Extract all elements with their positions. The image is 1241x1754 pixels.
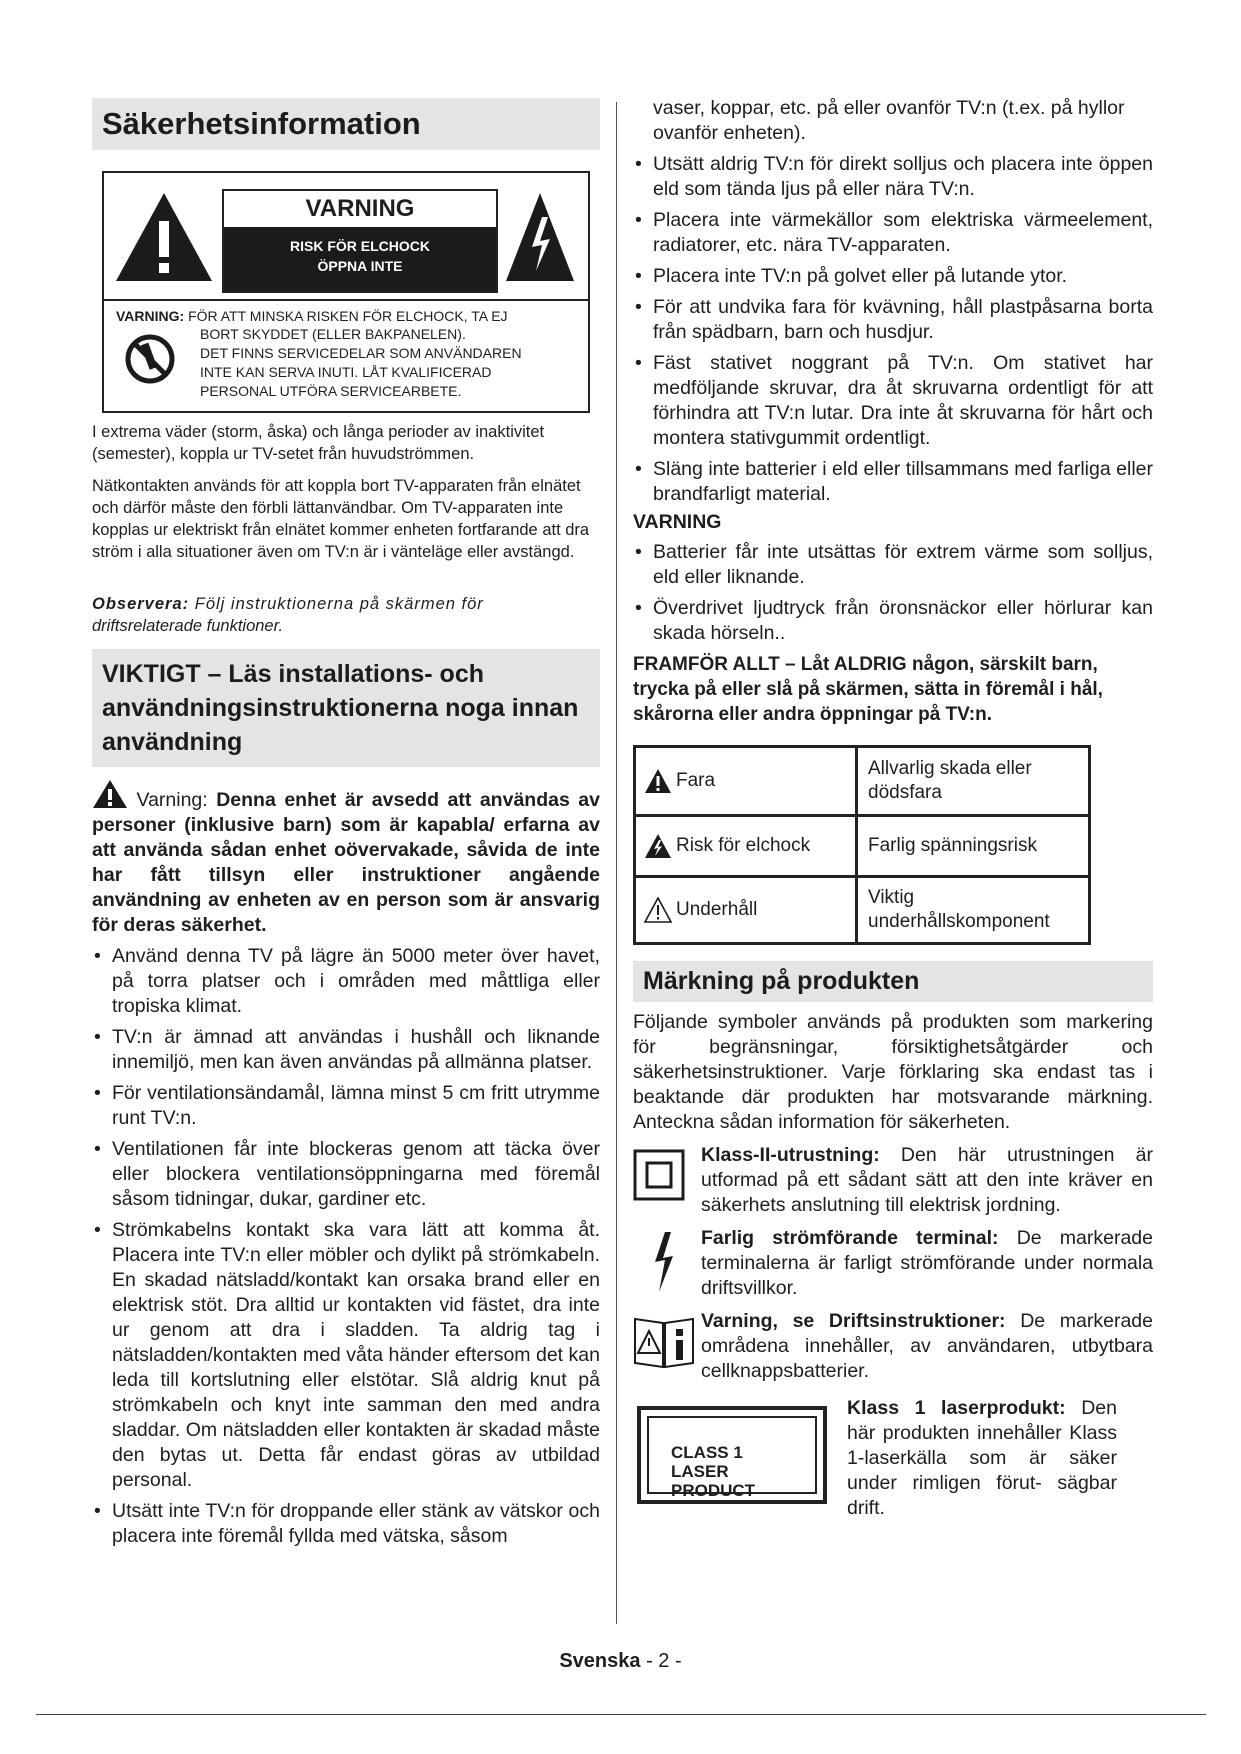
warning-sub1: RISK FÖR ELCHOCK [290, 238, 430, 254]
laser-product [633, 1396, 1153, 1519]
exclamation-triangle-icon [114, 191, 214, 283]
section-title-important: VIKTIGT – Läs installations- och användningsinstruktionerna noga innan användning [92, 649, 600, 767]
column-divider [616, 102, 617, 1624]
page-number: - 2 - [646, 1650, 682, 1672]
warning-line3: DET FINNS SERVICEDELAR SOM ANVÄNDAREN [200, 345, 522, 361]
maintenance-icon [644, 897, 672, 923]
section-title-marking: Märkning på produkten [633, 961, 1153, 1002]
list-item: • Placera inte värmekällor som elektriska värmeelement, radiatorer, etc. nära TV-apparaten. [633, 208, 1153, 258]
framfor-notice: FRAMFÖR ALLT – Låt ALDRIG någon, särskilt barn, trycka på eller slå på skärmen, sätta in föremål i hål, skårorna eller andra öppningar på TV:n. [633, 654, 1103, 725]
list-item: • Strömkabelns kontakt ska vara lätt att komma åt. Placera inte TV:n eller möbler och dylikt på strömkabeln. En skadad nätsladd/kontakt kan orsaka brand eller en elektrisk stöt. Dra alltid ur kontakten vid fästet, dra inte ur genom att dra i sladden. Ta aldrig tag i nätsladden/kontakten med våta händer eftersom det kan leda till kortslutning eller elstötar. Slå aldrig knut på strömkabeln och knyt inte samman den med andra sladdar. Om nätsladden eller kontakten är skadad måste den bytas ut. Detta får endast göras av utbildad personal. [92, 1218, 600, 1493]
hazard-label: Underhåll [676, 899, 758, 920]
symbol-desc: De markerade terminalerna är farligt strömförande under normala driftsvillkor. [701, 1227, 1153, 1299]
list-item: • För ventilationsändamål, lämna minst 5 cm fritt utrymme runt TV:n. [92, 1081, 600, 1131]
laser-line1: CLASS 1 [671, 1443, 743, 1462]
footer-language: Svenska [559, 1650, 641, 1672]
section-title-safety: Säkerhetsinformation [92, 98, 600, 150]
list-item: • Överdrivet ljudtryck från öronsnäckor eller hörlurar kan skada hörseln.. [633, 596, 1153, 646]
warning-panel-heading: VARNING [305, 195, 415, 222]
list-item: • Placera inte TV:n på golvet eller på lutande ytor. [633, 264, 1153, 289]
para-weather: I extrema väder (storm, åska) och långa perioder av inaktivitet (semester), koppla ur TV-setet från huvudströmmen. [92, 423, 545, 463]
warning-box-text [116, 308, 508, 324]
warning-line5: PERSONAL UTFÖRA SERVICEARBETE. [200, 383, 462, 399]
para-plug: Nätkontakten används för att koppla bort TV-apparaten från elnätet och därför måste den förbli lättanvändbar. Om TV-apparaten inte kopplas ur elektriskt från elnätet kommer enheten fortfarande att dra ström i alla situationer även om TV:n är i vänteläge eller avstängd. [92, 477, 590, 561]
hazard-label-cell [635, 816, 857, 877]
laser-title: Klass 1 laserprodukt: [847, 1397, 1066, 1419]
hazard-label-cell [635, 747, 857, 816]
right-column [633, 96, 1153, 1519]
varning-bullet-list [633, 540, 1153, 646]
danger-icon [644, 768, 672, 794]
hazard-desc-cell: Viktig underhållskomponent [857, 877, 1090, 944]
laser-line2: LASER PRODUCT [671, 1462, 756, 1500]
warning-text: Denna enhet är avsedd att användas av personer (inklusive barn) som är kapabla/ erfarna av att använda sådan enhet oövervakade, såvida de inte har fått tillsyn eller instruktioner angående användning av enheten av en person som är ansvarig för deras säkerhet. [92, 789, 600, 936]
no-screwdriver-icon [124, 333, 176, 385]
table-row [635, 877, 1090, 944]
list-item: • TV:n är ämnad att användas i hushåll och liknande innemiljö, men kan även användas på allmänna platser. [92, 1025, 600, 1075]
table-row [635, 747, 1090, 816]
warning-box [102, 171, 590, 413]
warning-box-body [200, 325, 580, 401]
left-column [92, 98, 600, 1549]
hazard-desc-cell: Allvarlig skada eller dödsfara [857, 747, 1090, 816]
observe-note [92, 593, 600, 637]
electric-shock-icon [644, 833, 672, 859]
list-item: • Använd denna TV på lägre än 5000 meter över havet, på torra platser och i områden med måttliga eller tropiska klimat. [92, 944, 600, 1019]
lightning-triangle-icon [504, 191, 576, 283]
hazard-desc-cell: Farlig spänningsrisk [857, 816, 1090, 877]
warning-lead: Varning: [136, 789, 208, 811]
left-bullet-list [92, 944, 600, 1549]
observe-text: Följ instruktionerna på skärmen för [194, 595, 484, 613]
marking-intro: Följande symboler används på produkten som markering för begränsningar, försiktighetsåtgärder och säkerhetsinstruktioner. Varje förklaring ska endast tas i beaktande där produkten har motsvarande märkning. Anteckna sådan information för säkerheten. [633, 1011, 1153, 1133]
warning-triangle-icon [92, 779, 128, 809]
symbol-text [701, 1143, 1153, 1218]
list-item: • Utsätt inte TV:n för droppande eller stänk av vätskor och placera inte föremål fyllda med vätska, såsom [92, 1499, 600, 1549]
manual-icon [633, 1313, 695, 1369]
hazard-table [633, 745, 1091, 945]
warning-panel [222, 189, 498, 293]
warning-box-label: VARNING: [116, 308, 185, 324]
warning-line4: INTE KAN SERVA INUTI. LÅT KVALIFICERAD [200, 364, 492, 380]
footer-rule [36, 1714, 1206, 1715]
warning-paragraph [92, 779, 600, 938]
list-item: • Utsätt aldrig TV:n för direkt solljus och placera inte öppen eld som tända ljus på eller nära TV:n. [633, 152, 1153, 202]
symbol-title: Varning, se Driftsinstruktioner: [701, 1310, 1006, 1332]
list-item: • Fäst stativet noggrant på TV:n. Om stativet har medföljande skruvar, dra åt skruvarna ordentligt för att förhindra att TV:n lutar. Dra inte åt skruvarna för hårt och montera stativgummit ordentligt. [633, 351, 1153, 451]
symbol-live-terminal [633, 1226, 1153, 1301]
right-bullet-list [633, 152, 1153, 507]
warning-sub2: ÖPPNA INTE [317, 258, 403, 274]
continued-text: vaser, koppar, etc. på eller ovanför TV:n (t.ex. på hyllor ovanför enheten). [653, 97, 1125, 144]
symbol-text [701, 1309, 1153, 1384]
list-item: • Batterier får inte utsättas för extrem värme som solljus, eld eller liknande. [633, 540, 1153, 590]
class-ii-icon [633, 1147, 687, 1201]
hazard-label: Risk för elchock [676, 835, 811, 856]
list-item: • För att undvika fara för kvävning, håll plastpåsarna borta från spädbarn, barn och husdjur. [633, 295, 1153, 345]
laser-desc: Den här produkten innehåller Klass 1-laserkälla som är säker under rimligen förut- sägbar drift. [847, 1397, 1117, 1519]
symbol-text [701, 1226, 1153, 1301]
table-row [635, 816, 1090, 877]
list-item: • Ventilationen får inte blockeras genom att täcka över eller blockera ventilationsöppningarna med föremål såsom tidningar, dukar, gardiner etc. [92, 1137, 600, 1212]
warning-line1: FÖR ATT MINSKA RISKEN FÖR ELCHOCK, TA EJ [188, 308, 508, 324]
observe-label: Observera: [92, 595, 190, 613]
observe-tail: driftsrelaterade funktioner. [92, 617, 284, 635]
hazard-label: Fara [676, 770, 716, 791]
lightning-icon [643, 1230, 697, 1296]
symbol-class-ii [633, 1143, 1153, 1218]
laser-text [847, 1396, 1117, 1521]
symbol-title: Farlig strömförande terminal: [701, 1227, 999, 1249]
symbol-title: Klass-II-utrustning: [701, 1144, 880, 1166]
symbol-desc: Den här utrustningen är utformad på ett sådant sätt att den inte kräver en säkerhets anslutning till elektrisk jordning. [701, 1144, 1153, 1216]
warning-line2: BORT SKYDDET (ELLER BAKPANELEN). [200, 326, 466, 342]
list-item: • Släng inte batterier i eld eller tillsammans med farliga eller brandfarligt material. [633, 457, 1153, 507]
symbol-desc: De markerade områdena innehåller, av användaren, utbytbara cellknappsbatterier. [701, 1310, 1153, 1382]
symbol-manual [633, 1309, 1153, 1384]
warning-panel-subtext [224, 227, 496, 291]
hazard-label-cell [635, 877, 857, 944]
varning-heading: VARNING [633, 511, 722, 533]
laser-label [647, 1416, 817, 1500]
page-footer [0, 1650, 1241, 1673]
laser-label-box [637, 1406, 827, 1504]
